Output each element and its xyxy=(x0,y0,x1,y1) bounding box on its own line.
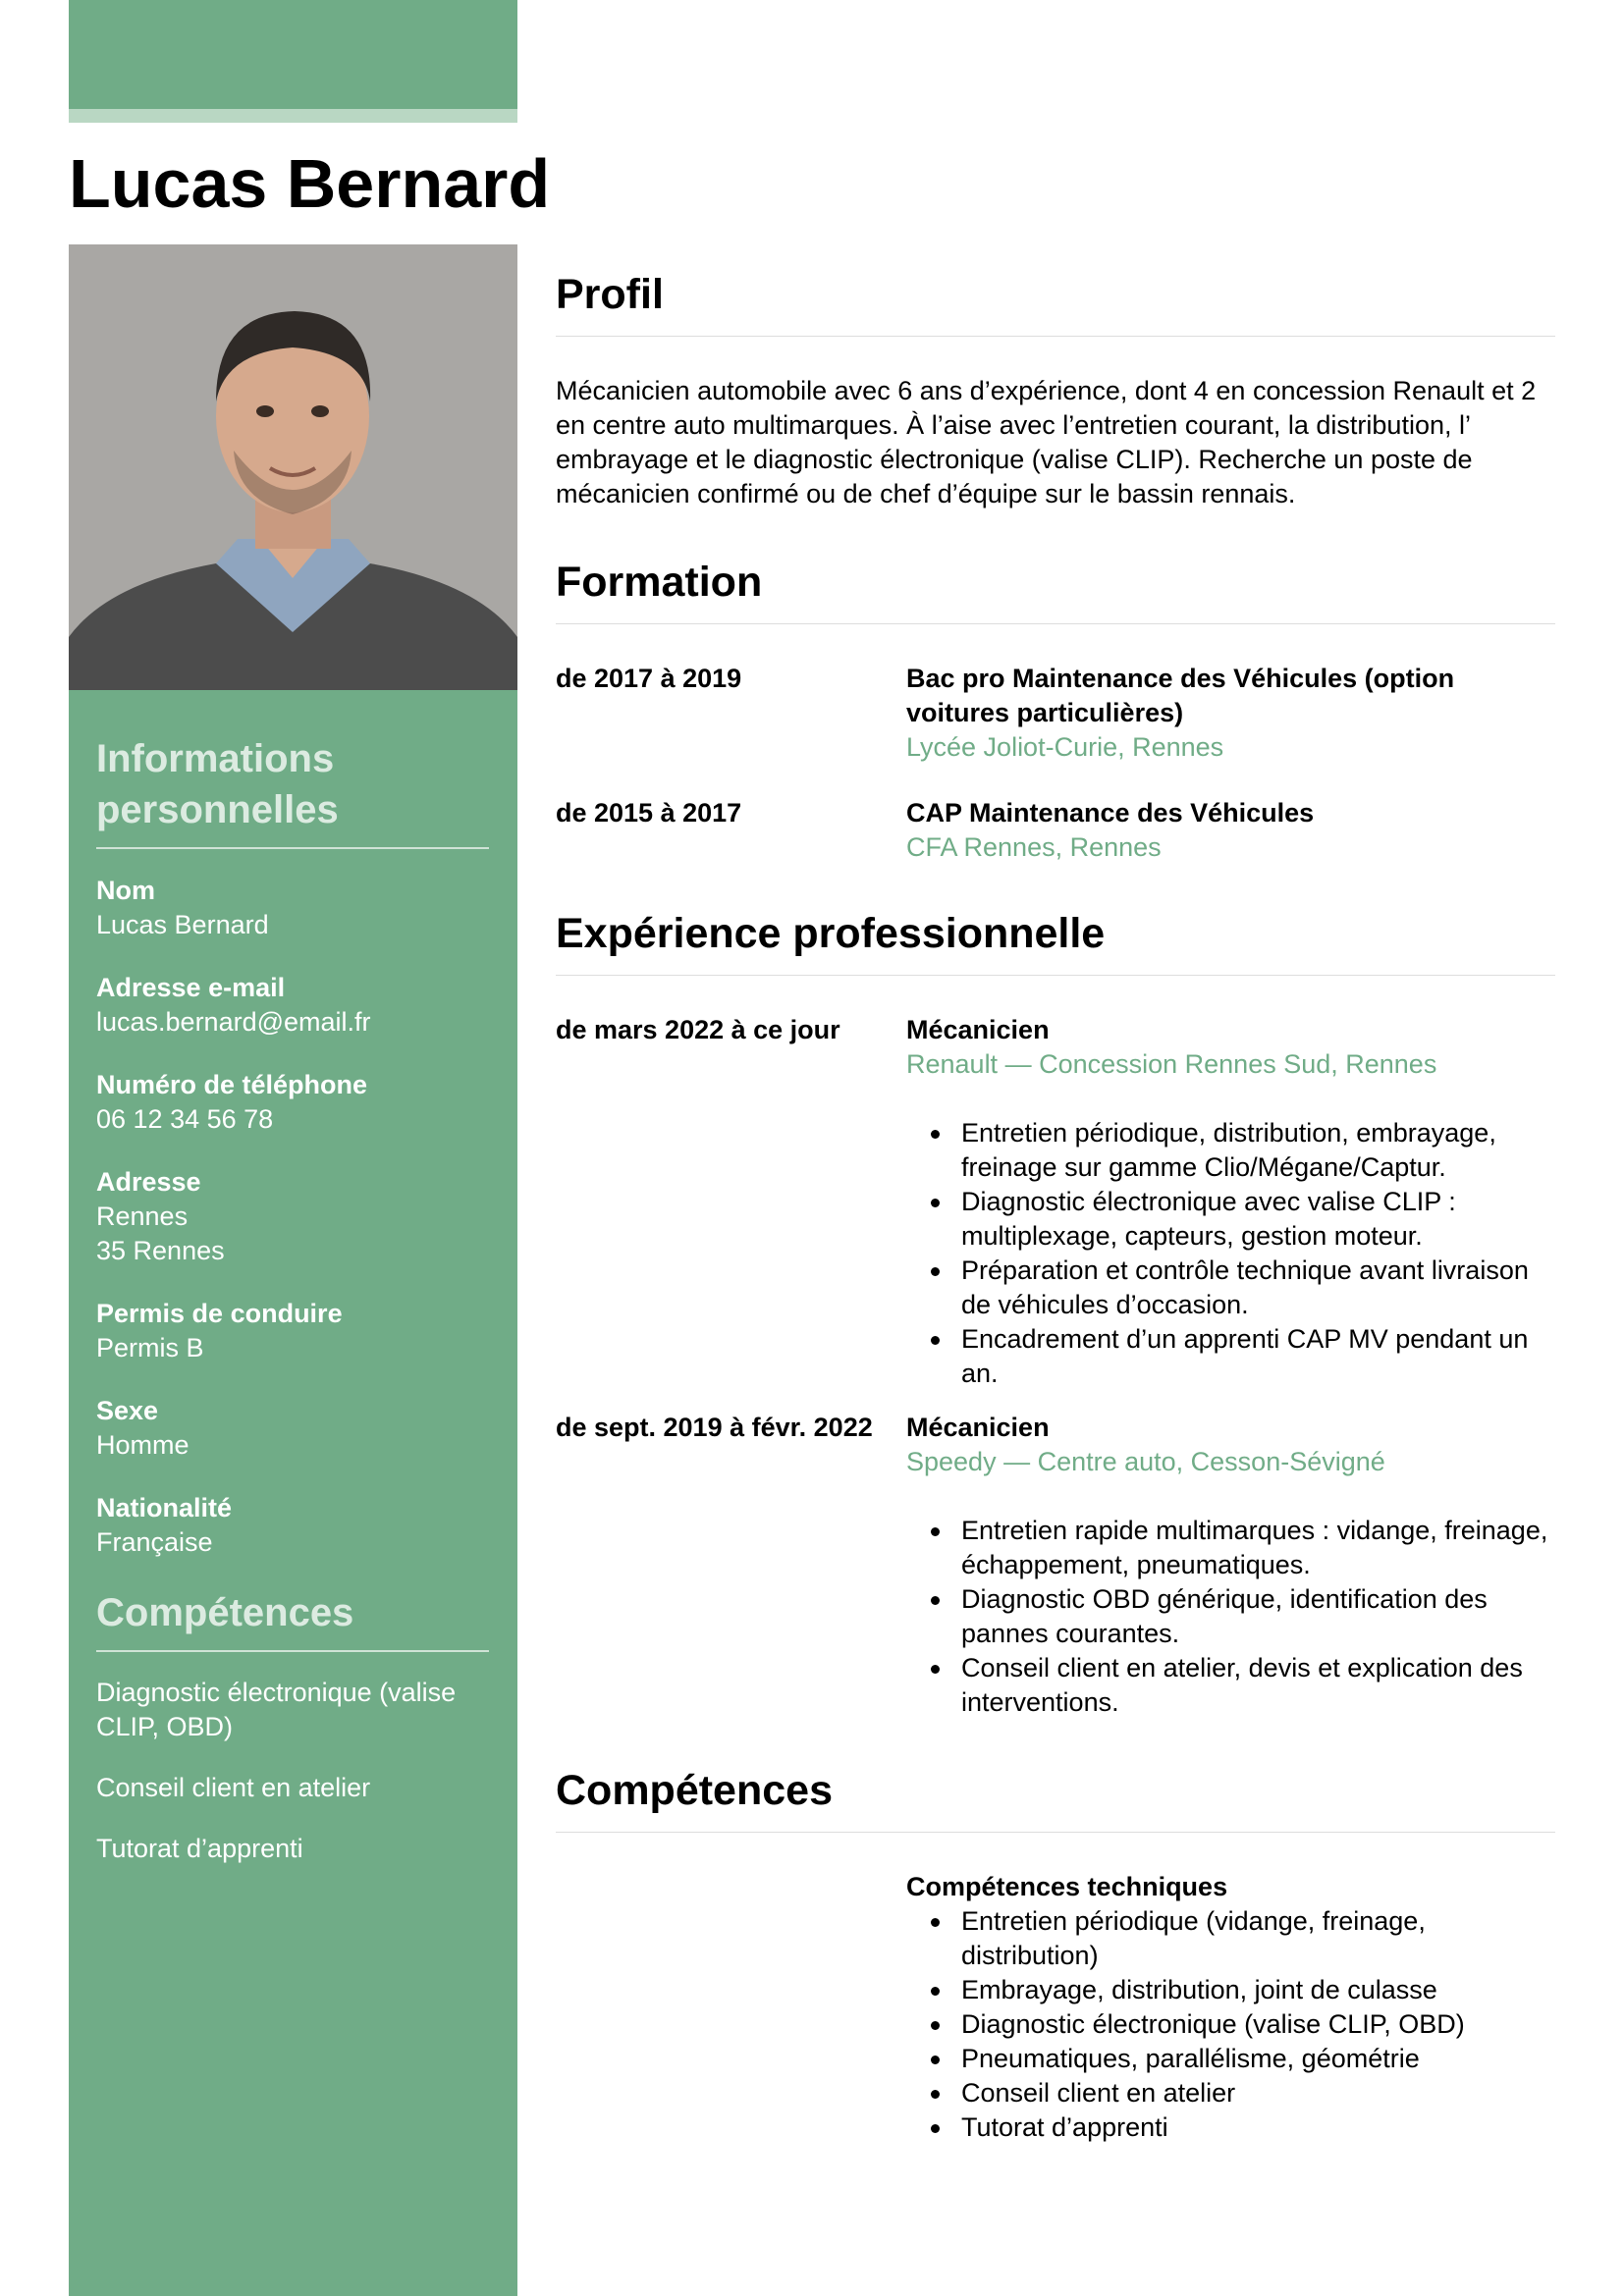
info-value: Rennes xyxy=(96,1201,189,1231)
email-value[interactable]: lucas.bernard@email.fr xyxy=(96,1007,371,1037)
personal-info-title: Informations personnelles xyxy=(96,737,339,831)
skill-item: Pneumatiques, parallélisme, géométrie xyxy=(961,2042,1555,2076)
experience-title: Expérience professionnelle xyxy=(556,910,1106,957)
education-entry xyxy=(556,662,1555,765)
info-label: Nom xyxy=(96,876,155,905)
skills-subtitle: Compétences techniques xyxy=(906,1872,1228,1901)
experience-bullets xyxy=(906,1116,1555,1391)
info-name xyxy=(96,873,489,942)
info-value: Française xyxy=(96,1527,213,1557)
sidebar-skills-title: Compétences xyxy=(96,1591,354,1634)
entry-date: de 2015 à 2017 xyxy=(556,798,742,828)
skills-list xyxy=(906,1904,1555,2145)
entry-date: de sept. 2019 à févr. 2022 xyxy=(556,1413,873,1442)
bullet-item: Encadrement d’un apprenti CAP MV pendant un an. xyxy=(961,1322,1555,1391)
entry-place: CFA Rennes, Rennes xyxy=(906,832,1162,862)
info-phone xyxy=(96,1067,489,1137)
entry-place: Lycée Joliot-Curie, Rennes xyxy=(906,732,1224,762)
sidebar-content xyxy=(96,733,489,1893)
divider xyxy=(556,336,1555,337)
sidebar xyxy=(69,244,517,2296)
experience-bullets xyxy=(906,1514,1555,1720)
bullet-item: Conseil client en atelier, devis et explication des interventions. xyxy=(961,1651,1555,1720)
info-email xyxy=(96,970,489,1040)
main-content xyxy=(556,265,1555,2145)
info-value: 35 Rennes xyxy=(96,1236,225,1265)
header-accent-bar xyxy=(69,0,517,109)
profile-title: Profil xyxy=(556,271,664,318)
experience-entry xyxy=(556,1411,1555,1720)
info-label: Sexe xyxy=(96,1396,159,1425)
info-label: Nationalité xyxy=(96,1493,233,1522)
info-label: Adresse xyxy=(96,1167,201,1197)
sidebar-skill: Tutorat d’apprenti xyxy=(96,1834,303,1863)
divider xyxy=(556,1832,1555,1833)
phone-value: 06 12 34 56 78 xyxy=(96,1104,274,1134)
entry-date: de mars 2022 à ce jour xyxy=(556,1015,840,1044)
divider xyxy=(96,847,489,849)
info-license xyxy=(96,1296,489,1365)
experience-entry xyxy=(556,1013,1555,1391)
skill-item: Embrayage, distribution, joint de culasse xyxy=(961,1973,1555,2007)
info-label: Permis de conduire xyxy=(96,1299,343,1328)
education-entry xyxy=(556,796,1555,865)
sidebar-skill: Conseil client en atelier xyxy=(96,1773,371,1802)
entry-title: Mécanicien xyxy=(906,1413,1050,1442)
info-value: Permis B xyxy=(96,1333,204,1362)
entry-date: de 2017 à 2019 xyxy=(556,664,742,693)
info-label: Numéro de téléphone xyxy=(96,1070,368,1099)
header-accent-strip xyxy=(69,109,517,123)
entry-company: Speedy — Centre auto, Cesson-Sévigné xyxy=(906,1447,1385,1476)
skill-item: Conseil client en atelier xyxy=(961,2076,1555,2110)
profile-text: Mécanicien automobile avec 6 ans d’expérience, dont 4 en concession Renault et 2 en centre auto multimarques. À l’aise avec l’entretien courant, la distribution, l’ embrayage et le diagnostic électronique (valise CLIP). Recherche un poste de mécanicien confirmé ou de chef d’équipe sur le bassin rennais. xyxy=(556,376,1537,508)
bullet-item: Préparation et contrôle technique avant livraison de véhicules d’occasion. xyxy=(961,1254,1555,1322)
info-address xyxy=(96,1164,489,1268)
bullet-item: Entretien rapide multimarques : vidange, freinage, échappement, pneumatiques. xyxy=(961,1514,1555,1582)
skills-block xyxy=(906,1870,1555,2145)
candidate-name: Lucas Bernard xyxy=(69,145,551,222)
info-value: Lucas Bernard xyxy=(96,910,269,939)
divider xyxy=(96,1650,489,1652)
bullet-item: Diagnostic OBD générique, identification des pannes courantes. xyxy=(961,1582,1555,1651)
divider xyxy=(556,975,1555,976)
entry-title: CAP Maintenance des Véhicules xyxy=(906,798,1315,828)
info-nationality xyxy=(96,1490,489,1560)
info-label: Adresse e-mail xyxy=(96,973,286,1002)
skill-item: Tutorat d’apprenti xyxy=(961,2110,1555,2145)
profile-photo xyxy=(69,244,517,690)
bullet-item: Diagnostic électronique avec valise CLIP : multiplexage, capteurs, gestion moteur. xyxy=(961,1185,1555,1254)
bullet-item: Entretien périodique, distribution, embrayage, freinage sur gamme Clio/Mégane/Captur. xyxy=(961,1116,1555,1185)
divider xyxy=(556,623,1555,624)
sidebar-skill: Diagnostic électronique (valise CLIP, OBD) xyxy=(96,1678,457,1741)
skills-title: Compétences xyxy=(556,1767,833,1814)
info-value: Homme xyxy=(96,1430,189,1460)
entry-title: Bac pro Maintenance des Véhicules (option voitures particulières) xyxy=(906,664,1455,727)
info-sex xyxy=(96,1393,489,1463)
skill-item: Entretien périodique (vidange, freinage, distribution) xyxy=(961,1904,1555,1973)
entry-title: Mécanicien xyxy=(906,1015,1050,1044)
entry-company: Renault — Concession Rennes Sud, Rennes xyxy=(906,1049,1437,1079)
education-title: Formation xyxy=(556,559,763,606)
skill-item: Diagnostic électronique (valise CLIP, OBD) xyxy=(961,2007,1555,2042)
